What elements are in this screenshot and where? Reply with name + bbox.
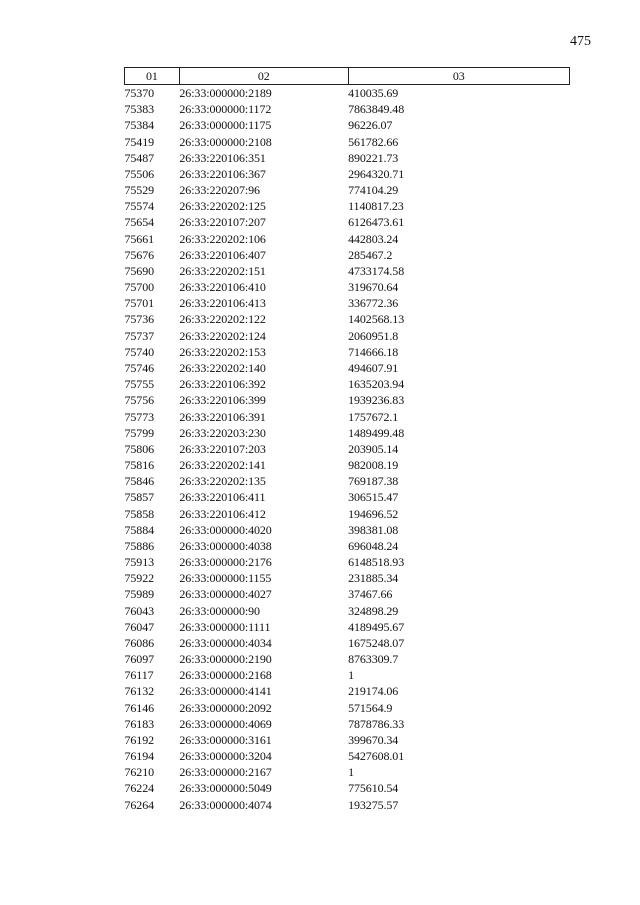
table-row — [125, 780, 570, 796]
cell-code: 26:33:000000:4020 — [179, 522, 272, 537]
cell-id: 75506 — [124, 166, 155, 181]
cell-id: 75529 — [124, 183, 155, 198]
cell-id: 75661 — [124, 231, 155, 246]
cell-id: 75858 — [124, 506, 155, 521]
table-row — [125, 101, 570, 117]
table-row — [125, 570, 570, 586]
table-row — [125, 247, 570, 263]
table-header — [125, 68, 570, 85]
cell-code: 26:33:220106:367 — [179, 166, 266, 181]
table-row — [125, 683, 570, 699]
cell-code: 26:33:220203:230 — [179, 425, 266, 440]
cell-code: 26:33:000000:4027 — [179, 587, 272, 602]
table-row — [125, 198, 570, 214]
table-row — [125, 231, 570, 247]
table-row — [125, 489, 570, 505]
column-header-03: 03 — [348, 68, 569, 85]
cell-id: 75989 — [124, 587, 155, 602]
cell-value: 1939236.83 — [348, 393, 405, 408]
table-row — [125, 667, 570, 683]
table-row — [125, 586, 570, 602]
cell-id: 75746 — [124, 361, 155, 375]
cell-code: 26:33:000000:5049 — [179, 781, 272, 796]
cell-id: 76086 — [124, 635, 155, 650]
table-row — [125, 279, 570, 295]
cell-code: 26:33:220106:392 — [179, 377, 266, 392]
cell-value: 398381.08 — [348, 522, 399, 537]
table-row — [125, 376, 570, 392]
cell-code: 26:33:220202:153 — [179, 344, 266, 359]
table-row — [125, 134, 570, 150]
cell-value: 5427608.01 — [348, 749, 405, 764]
cell-value: 410035.69 — [348, 86, 399, 101]
cell-id: 75690 — [124, 263, 155, 278]
cell-value: 2060951.8 — [348, 328, 399, 343]
cell-value: 8763309.7 — [348, 652, 399, 667]
cell-id: 76183 — [124, 716, 155, 731]
cell-id: 75383 — [124, 102, 155, 117]
cell-value: 1489499.48 — [348, 425, 405, 440]
table-row — [125, 182, 570, 198]
cell-value: 1402568.13 — [348, 312, 405, 327]
table-row — [125, 716, 570, 732]
cell-id: 75755 — [124, 377, 155, 392]
cell-value: 203905.14 — [348, 441, 399, 456]
cell-code: 26:33:000000:2168 — [179, 668, 272, 683]
cell-value: 1675248.07 — [348, 635, 405, 650]
cell-value: 714666.18 — [348, 344, 399, 359]
cell-code: 26:33:000000:2176 — [179, 555, 272, 570]
cell-code: 26:33:220202:125 — [179, 199, 266, 214]
cell-code: 26:33:220207:96 — [179, 183, 260, 198]
cell-code: 26:33:220106:413 — [179, 296, 266, 311]
cell-code: 26:33:000000:2190 — [179, 652, 272, 667]
cell-code: 26:33:000000:3161 — [179, 732, 272, 747]
cell-value: 219174.06 — [348, 684, 399, 699]
cell-code: 26:33:000000:4141 — [179, 684, 272, 699]
table-row — [125, 344, 570, 360]
cell-value: 7863849.48 — [348, 102, 405, 117]
cell-value: 571564.9 — [348, 700, 393, 715]
cell-id: 76210 — [124, 765, 155, 780]
table-row — [125, 150, 570, 166]
table-row — [125, 522, 570, 538]
cell-id: 75487 — [124, 150, 155, 165]
cell-value: 890221.73 — [348, 150, 399, 165]
cell-id: 75737 — [124, 328, 155, 343]
cell-id: 75799 — [124, 425, 155, 440]
table-row — [125, 311, 570, 327]
cell-code: 26:33:220106:391 — [179, 409, 266, 424]
table-row — [125, 635, 570, 651]
cell-value: 193275.57 — [348, 797, 399, 812]
table-row — [125, 603, 570, 619]
cell-id: 76047 — [124, 619, 155, 634]
cell-value: 1 — [348, 765, 354, 780]
cell-id: 75574 — [124, 199, 155, 214]
cell-code: 26:33:000000:2167 — [179, 765, 272, 780]
cell-id: 76264 — [124, 797, 155, 812]
table-row — [125, 797, 570, 813]
cell-value: 6148518.93 — [348, 555, 405, 570]
cell-code: 26:33:000000:1155 — [179, 571, 272, 586]
cell-code: 26:33:000000:2092 — [179, 700, 272, 715]
cell-id: 76043 — [124, 603, 155, 618]
cell-code: 26:33:000000:1111 — [179, 619, 271, 634]
cell-code: 26:33:220202:151 — [179, 263, 266, 278]
cell-id: 76132 — [124, 684, 155, 699]
cell-code: 26:33:000000:90 — [179, 603, 260, 618]
cell-id: 75370 — [124, 86, 155, 101]
table-body — [125, 85, 570, 813]
cell-code: 26:33:220106:399 — [179, 393, 266, 408]
cell-value: 1140817.23 — [348, 199, 404, 214]
cell-code: 26:33:220106:351 — [179, 150, 266, 165]
cell-code: 26:33:000000:3204 — [179, 749, 272, 764]
cell-value: 4189495.67 — [348, 619, 405, 634]
cell-id: 75654 — [124, 215, 155, 230]
data-table — [124, 67, 570, 813]
cell-code: 26:33:000000:4069 — [179, 716, 272, 731]
cell-value: 6126473.61 — [348, 215, 405, 230]
cell-code: 26:33:220107:207 — [179, 215, 266, 230]
cell-id: 75884 — [124, 522, 155, 537]
cell-code: 26:33:220202:124 — [179, 328, 266, 343]
cell-id: 76097 — [124, 652, 155, 667]
cell-id: 75816 — [124, 458, 155, 473]
cell-value: 399670.34 — [348, 732, 399, 747]
table-row — [125, 441, 570, 457]
cell-value: 442803.24 — [348, 231, 399, 246]
header-row — [125, 68, 570, 85]
cell-value: 775610.54 — [348, 781, 399, 796]
cell-id: 75740 — [124, 344, 155, 359]
cell-id: 76192 — [124, 732, 155, 747]
table-row — [125, 117, 570, 133]
cell-code: 26:33:220106:411 — [179, 490, 266, 505]
page-number: 475 — [570, 34, 591, 49]
cell-value: 1757672.1 — [348, 409, 399, 424]
cell-code: 26:33:000000:1172 — [179, 102, 272, 117]
table-row — [125, 554, 570, 570]
table-row — [125, 392, 570, 408]
cell-id: 76117 — [124, 668, 154, 683]
cell-value: 561782.66 — [348, 134, 399, 149]
cell-id: 75756 — [124, 393, 155, 408]
cell-value: 7878786.33 — [348, 716, 405, 731]
cell-id: 75701 — [124, 296, 155, 311]
table-row — [125, 619, 570, 635]
cell-code: 26:33:220106:407 — [179, 247, 266, 262]
cell-value: 37467.66 — [348, 587, 393, 602]
cell-id: 75857 — [124, 490, 155, 505]
cell-id: 75846 — [124, 474, 155, 489]
cell-value: 194696.52 — [348, 506, 399, 521]
cell-value: 4733174.58 — [348, 263, 405, 278]
table-row — [125, 732, 570, 748]
cell-value: 774104.29 — [348, 183, 399, 198]
cell-id: 75384 — [124, 118, 155, 133]
cell-code: 26:33:000000:1175 — [179, 118, 272, 133]
table-row — [125, 651, 570, 667]
cell-id: 75419 — [124, 134, 155, 149]
cell-id: 75806 — [124, 441, 155, 456]
table-row — [125, 457, 570, 473]
cell-code: 26:33:220106:410 — [179, 280, 266, 295]
cell-code: 26:33:220202:122 — [179, 312, 266, 327]
cell-id: 75676 — [124, 247, 155, 262]
cell-id: 75886 — [124, 538, 155, 553]
cell-code: 26:33:000000:4074 — [179, 797, 272, 812]
cell-value: 231885.34 — [348, 571, 399, 586]
cell-code: 26:33:000000:4038 — [179, 538, 272, 553]
cell-value: 306515.47 — [348, 490, 399, 505]
cell-value: 696048.24 — [348, 538, 399, 553]
cell-id: 75922 — [124, 571, 155, 586]
table-row — [125, 166, 570, 182]
column-header-02: 02 — [179, 68, 348, 85]
cell-id: 75736 — [124, 312, 155, 327]
cell-value: 494607.91 — [348, 361, 399, 375]
table-row — [125, 214, 570, 230]
cell-code: 26:33:220202:106 — [179, 231, 266, 246]
cell-value: 285467.2 — [348, 247, 393, 262]
cell-code: 26:33:000000:2189 — [179, 86, 272, 101]
cell-code: 26:33:000000:2108 — [179, 134, 272, 149]
cell-value: 96226.07 — [348, 118, 393, 133]
cell-id: 75913 — [124, 555, 155, 570]
table-row — [125, 408, 570, 424]
cell-code: 26:33:220202:135 — [179, 474, 266, 489]
cell-code: 26:33:000000:4034 — [179, 635, 272, 650]
cell-value: 319670.64 — [348, 280, 399, 295]
table-row — [125, 748, 570, 764]
cell-value: 1635203.94 — [348, 377, 405, 392]
table-row — [125, 425, 570, 441]
table-row — [125, 295, 570, 311]
table-row — [125, 85, 570, 102]
cell-value: 324898.29 — [348, 603, 399, 618]
cell-code: 26:33:220202:141 — [179, 458, 266, 473]
cell-value: 2964320.71 — [348, 166, 405, 181]
table-row — [125, 505, 570, 521]
cell-code: 26:33:220107:203 — [179, 441, 266, 456]
cell-code: 26:33:220106:412 — [179, 506, 266, 521]
cell-id: 76146 — [124, 700, 155, 715]
cell-id: 76224 — [124, 781, 155, 796]
table-row — [125, 700, 570, 716]
table-row — [125, 764, 570, 780]
column-header-01: 01 — [125, 68, 180, 85]
cell-value: 982008.19 — [348, 458, 399, 473]
table-row — [125, 263, 570, 279]
table-row — [125, 360, 570, 376]
cell-code: 26:33:220202:140 — [179, 361, 266, 375]
cell-value: 336772.36 — [348, 296, 399, 311]
table-row — [125, 473, 570, 489]
cell-id: 76194 — [124, 749, 155, 764]
table-row — [125, 538, 570, 554]
table-row — [125, 328, 570, 344]
cell-value: 769187.38 — [348, 474, 399, 489]
cell-id: 75773 — [124, 409, 155, 424]
cell-id: 75700 — [124, 280, 155, 295]
cell-value: 1 — [348, 668, 354, 683]
